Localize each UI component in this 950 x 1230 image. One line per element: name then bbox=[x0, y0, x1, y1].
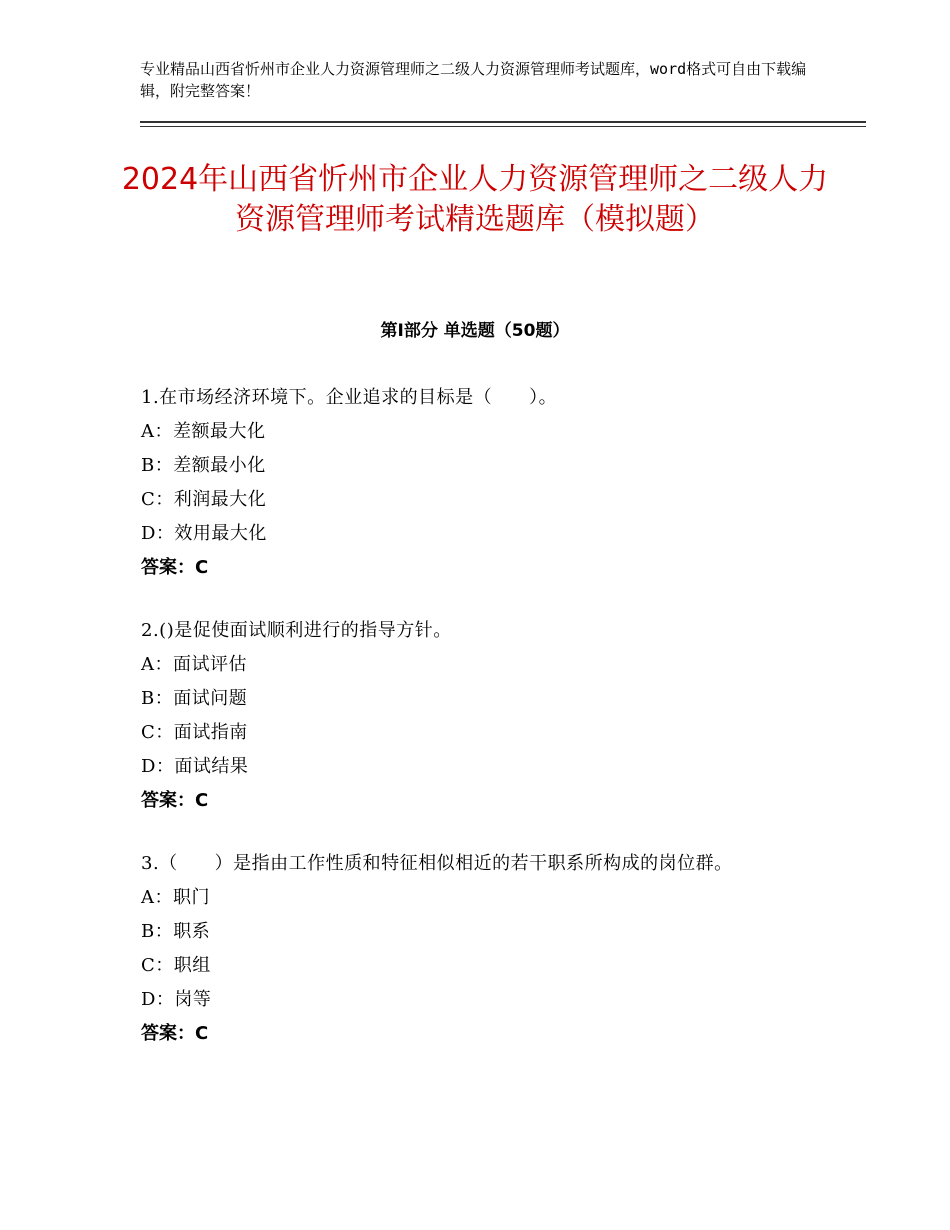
option-a: A：面试评估 bbox=[141, 654, 247, 675]
question-2 bbox=[141, 615, 821, 818]
answer-line bbox=[141, 551, 821, 585]
option-b: B：职系 bbox=[141, 921, 211, 942]
question-stem: 3.（ ）是指由工作性质和特征相似相近的若干职系所构成的岗位群。 bbox=[141, 853, 733, 874]
option-b: B：面试问题 bbox=[141, 688, 248, 709]
option-d: D：面试结果 bbox=[141, 756, 249, 777]
answer-value: C bbox=[195, 1023, 209, 1044]
question-list bbox=[141, 382, 821, 1081]
answer-label: 答案： bbox=[141, 557, 195, 578]
option-b: B：差额最小化 bbox=[141, 455, 266, 476]
answer-label: 答案： bbox=[141, 1023, 195, 1044]
option-a: A：差额最大化 bbox=[141, 421, 266, 442]
question-stem: 2.()是促使面试顺利进行的指导方针。 bbox=[141, 620, 452, 641]
document-title: 2024年山西省忻州市企业人力资源管理师之二级人力资源管理师考试精选题库（模拟题） bbox=[121, 162, 829, 237]
option-d: D：岗等 bbox=[141, 989, 212, 1010]
header-note: 专业精品山西省忻州市企业人力资源管理师之二级人力资源管理师考试题库，word格式可自由下载编辑，附完整答案！ bbox=[140, 60, 807, 100]
answer-value: C bbox=[195, 557, 209, 578]
option-c: C：利润最大化 bbox=[141, 489, 267, 510]
answer-line bbox=[141, 784, 821, 818]
header-rule-thin bbox=[140, 126, 866, 127]
question-3 bbox=[141, 848, 821, 1051]
answer-line bbox=[141, 1017, 821, 1051]
option-d: D：效用最大化 bbox=[141, 523, 267, 544]
option-c: C：面试指南 bbox=[141, 722, 248, 743]
header-rule-thick bbox=[140, 121, 866, 123]
answer-label: 答案： bbox=[141, 790, 195, 811]
question-1 bbox=[141, 382, 821, 585]
question-stem: 1.在市场经济环境下。企业追求的目标是（ ）。 bbox=[141, 387, 558, 408]
option-c: C：职组 bbox=[141, 955, 211, 976]
option-a: A：职门 bbox=[141, 887, 210, 908]
answer-value: C bbox=[195, 790, 209, 811]
section-heading: 第Ⅰ部分 单选题（50题） bbox=[380, 321, 570, 341]
